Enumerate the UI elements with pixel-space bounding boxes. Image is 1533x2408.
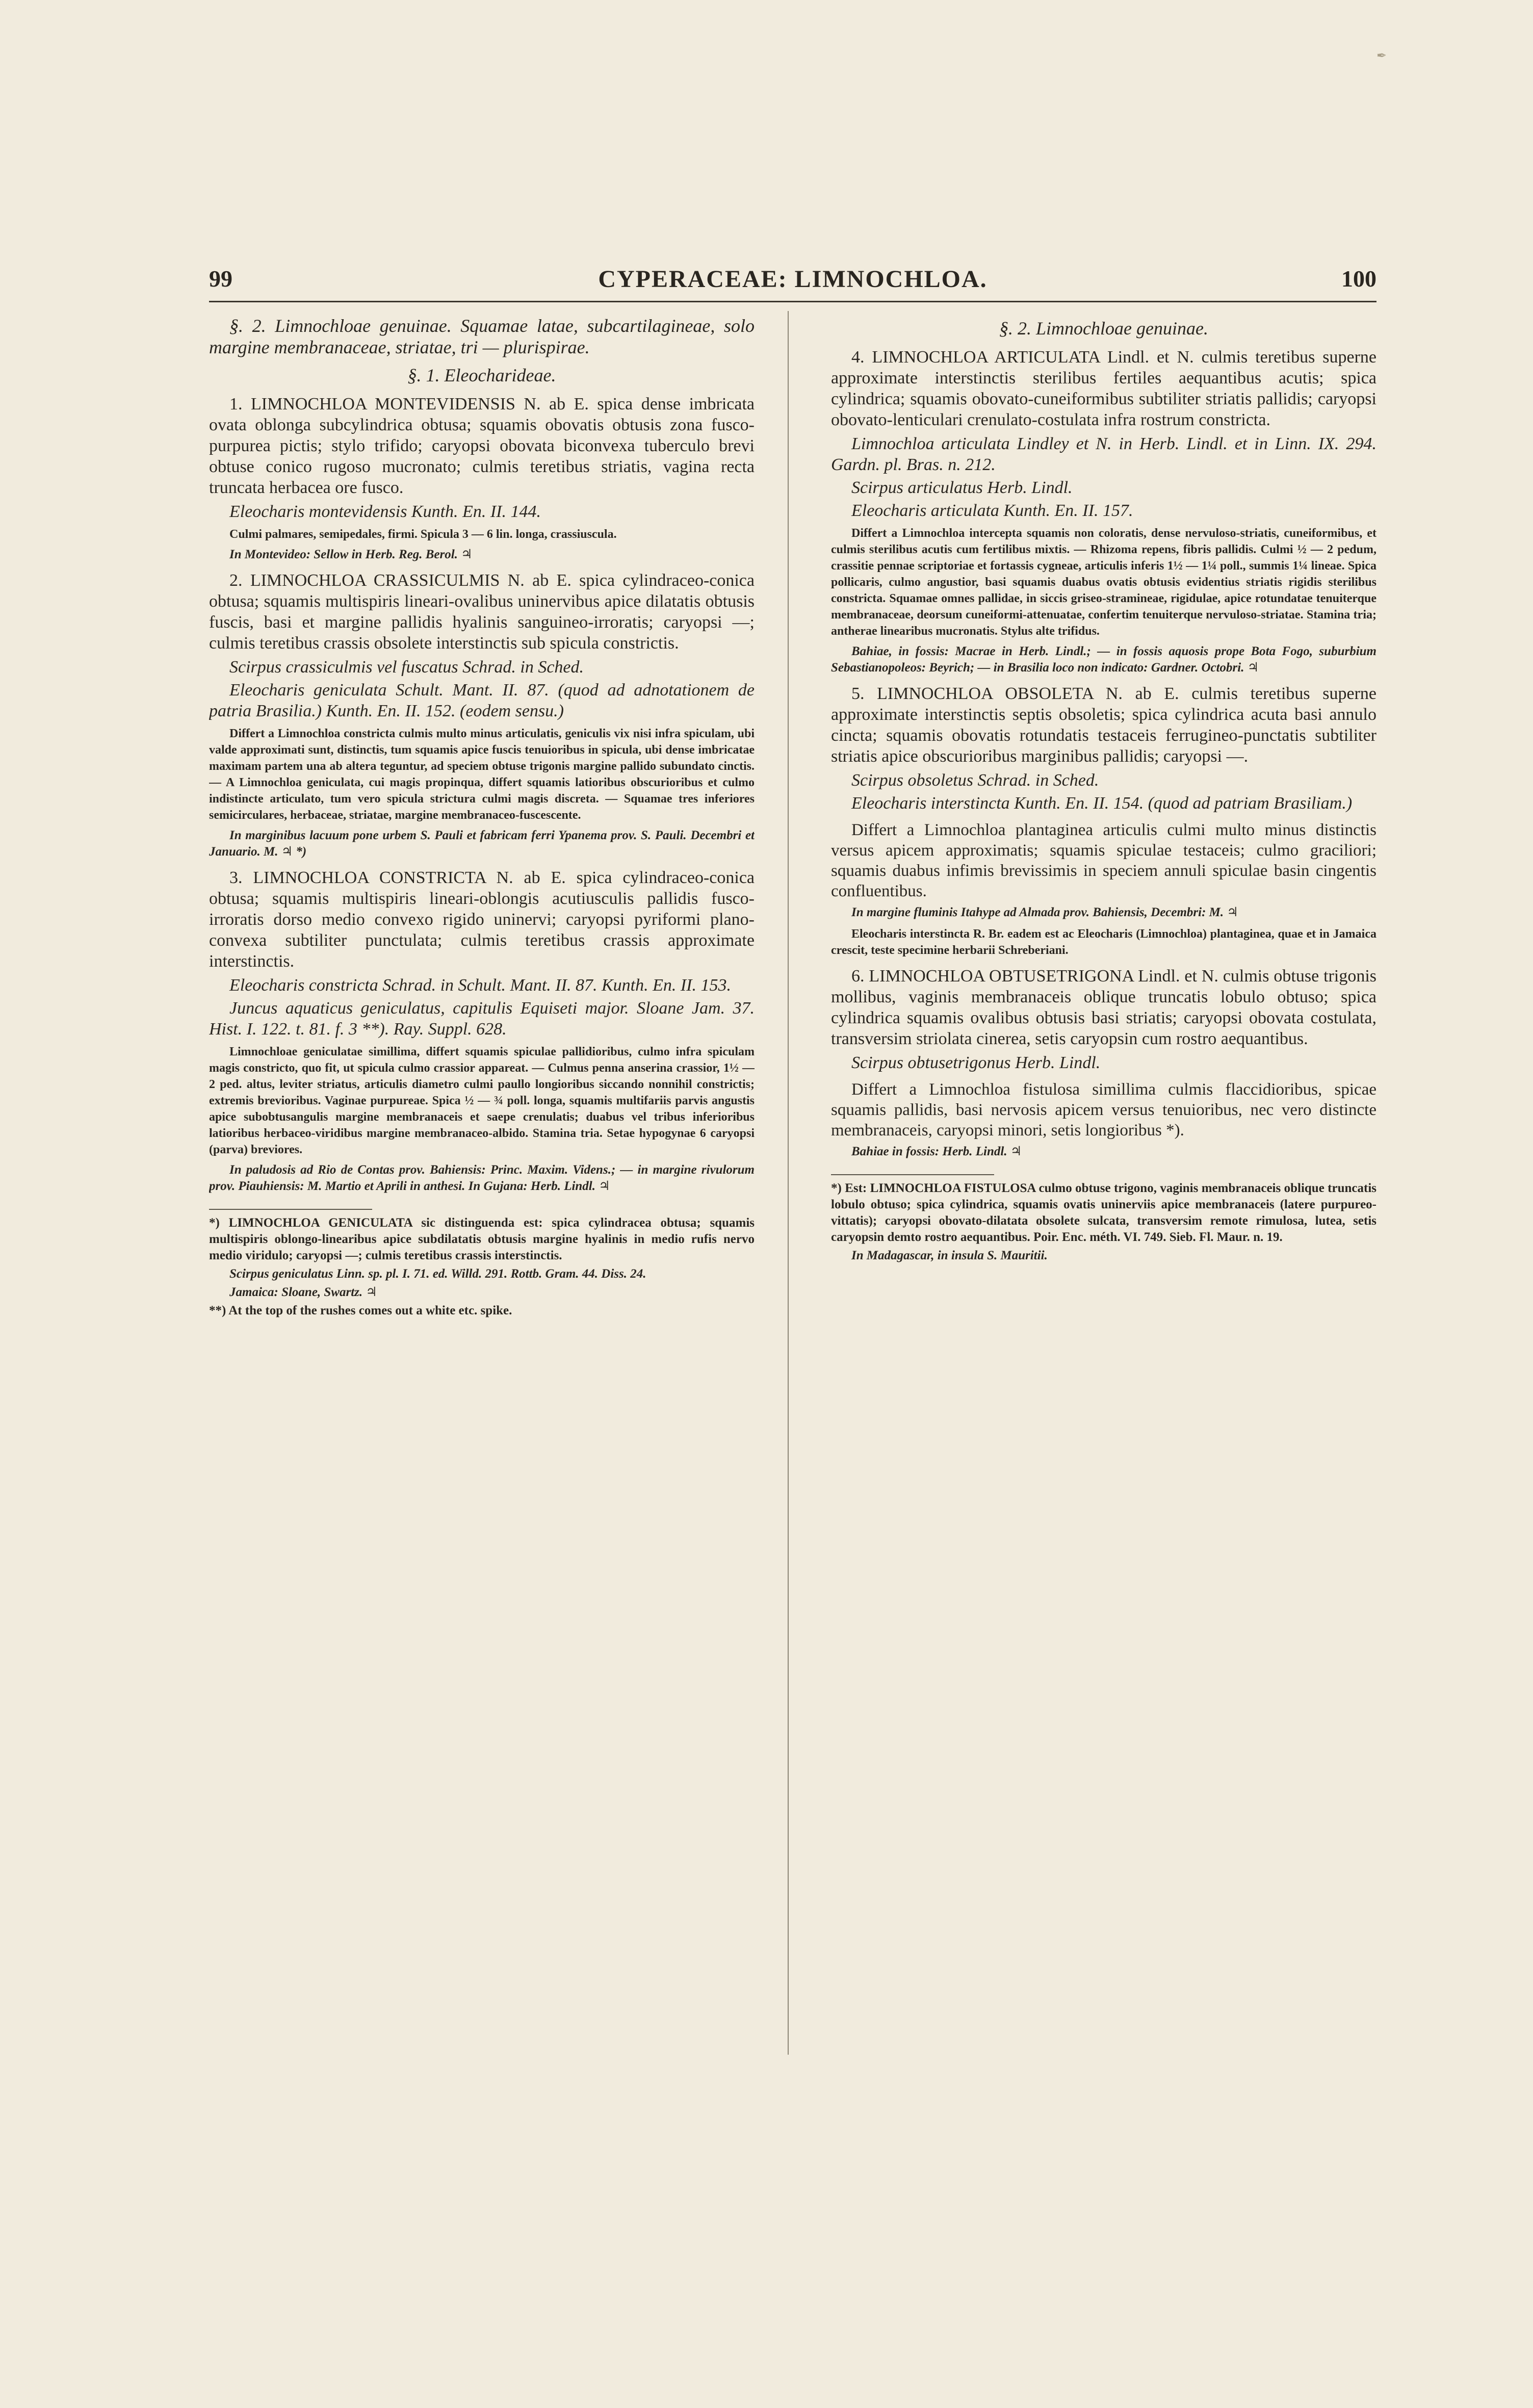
species-2-synonym-1: Scirpus crassiculmis vel fuscatus Schrad. in Sched. — [229, 658, 584, 677]
page-number-right: 100 — [1341, 266, 1376, 292]
footnote-1: *) LIMNOCHLOA GENICULATA sic distinguenda est: spica cylindracea obtusa; squamis multispiris oblongo-linearibus apice subdilatatis obtusis margine hyalinis in medio rufis nervo medio viridulo; caryopsi —; culmis teretibus crassis interstinctis. — [209, 1216, 755, 1262]
species-4-synonym-1: Limnochloa articulata Lindley et N. in Herb. Lindl. et in Linn. IX. 294. Gardn. pl. Bras. n. 212. — [831, 434, 1376, 474]
species-2-synonym-2: Eleocharis geniculata Schult. Mant. II. 87. (quod ad adnotationem de patria Brasilia.) Kunth. En. II. 152. (eodem sensu.) — [209, 681, 755, 720]
species-5-note: Eleocharis interstincta R. Br. eadem est ac Eleocharis (Limnochloa) plantaginea, quae et in Jamaica crescit, teste specimine herbarii Schreberiani. — [831, 927, 1376, 957]
species-2: 2. LIMNOCHLOA CRASSICULMIS N. ab E. spica cylindraceo-conica obtusa; squamis multispiris lineari-ovalibus uninervibus apice dilatatis obtusis fuscis, basi et margine pallidis hyalinis sanguineo-irroratis; caryopsi —; culmis teretibus crassis obsolete interstinctis sub spicula constrictis. — [209, 571, 755, 653]
species-5: 5. LIMNOCHLOA OBSOLETA N. ab E. culmis teretibus superne approximate interstinctis septis obsoletis; spica cylindrica acuta basi annulo cincta; squamis obovatis rotundatis testaceis ferrugineo-punctatis subtiliter striatis apice obscurioribus marginibus pallidis; caryopsi —. — [831, 684, 1376, 766]
section-heading: §. 2. Limnochloae genuinae. Squamae latae, subcartilagineae, solo margine membranaceae, striatae, tri — plurispirae. — [209, 316, 755, 357]
species-6-synonym: Scirpus obtusetrigonus Herb. Lindl. — [851, 1053, 1101, 1072]
species-6: 6. LIMNOCHLOA OBTUSETRIGONA Lindl. et N. culmis obtuse trigonis mollibus, vaginis membranaceis oblique truncatis lobulo obtuso; spica cylindrica squamis ovalibus obtusis basi striatis; caryopsi obovata costulata, transversim striolata cinerea, setis caryopsin cum rostro aequantibus. — [831, 967, 1376, 1048]
species-3-synonym-2: Juncus aquaticus geniculatus, capitulis Equiseti major. Sloane Jam. 37. Hist. I. 122. t. 81. f. 3 **). Ray. Suppl. 628. — [209, 999, 755, 1039]
species-4-locality: Bahiae, in fossis: Macrae in Herb. Lindl.; — in fossis aquosis prope Bota Fogo, suburbium Sebastianopoleos: Beyrich; — in Brasilia loco non indicato: Gardner. Octobri. ♃ — [831, 644, 1376, 675]
species-6-locality: Bahiae in fossis: Herb. Lindl. ♃ — [851, 1145, 1022, 1158]
subsection-heading: §. 1. Eleocharideae. — [407, 365, 556, 385]
footnote-2: **) At the top of the rushes comes out a white etc. spike. — [209, 1304, 512, 1317]
species-5-locality: In margine fluminis Itahype ad Almada prov. Bahiensis, Decembri: M. ♃ — [851, 905, 1238, 919]
right-column — [831, 311, 1376, 2172]
species-2-locality: In marginibus lacuum pone urbem S. Pauli et fabricam ferri Ypanema prov. S. Pauli. Decembri et Januario. M. ♃ *) — [209, 828, 755, 859]
species-1: 1. LIMNOCHLOA MONTEVIDENSIS N. ab E. spica dense imbricata ovata oblonga subcylindrica obtusa; squamis obovatis obtusis zona fusco-purpurea pictis; stylo trifido; caryopsi obovata biconvexa tuberculo brevi obtuse conico rugoso mucronato; culmis teretibus striatis, vagina recta truncata herbacea ore fusco. — [209, 395, 755, 497]
footnote-1-locality: In Madagascar, in insula S. Mauritii. — [851, 1249, 1048, 1262]
species-1-description: Culmi palmares, semipedales, firmi. Spicula 3 — 6 lin. longa, crassiuscula. — [229, 528, 617, 541]
species-3-synonym-1: Eleocharis constricta Schrad. in Schult. Mant. II. 87. Kunth. En. II. 153. — [229, 976, 731, 995]
species-3: 3. LIMNOCHLOA CONSTRICTA N. ab E. spica cylindraceo-conica obtusa; squamis multispiris lineari-oblongis acutiusculis pallidis fusco-irroratis dorso medio convexo rigido uninervi; caryopsi pyriformi plano-convexa subtiliter punctulata; culmis teretibus crassis approximate interstinctis. — [209, 868, 755, 971]
footnote-rule — [209, 1209, 372, 1210]
page-number-left: 99 — [209, 266, 232, 292]
species-3-locality: In paludosis ad Rio de Contas prov. Bahiensis: Princ. Maxim. Videns.; — in margine rivulorum prov. Piauhiensis: M. Martio et Aprili in anthesi. In Gujana: Herb. Lindl. ♃ — [209, 1163, 755, 1193]
footnote-1-synonym: Scirpus geniculatus Linn. sp. pl. I. 71. ed. Willd. 291. Rottb. Gram. 44. Diss. 24. — [229, 1267, 646, 1281]
species-3-description: Limnochloae geniculatae simillima, differt squamis spiculae pallidioribus, culmo infra spiculam magis constricto, quo fit, ut spicula culmo crassior appareat. — Culmus penna anserina crassior, 1½ — 2 ped. altus, leviter striatus, articulis diametro culmi paullo longioribus siccando nonnihil constrictis; extremis brevioribus. Vaginae purpureae. Spica ½ — ¾ poll. longa, squamis multifariis parvis angustis apice subobtusangulis margine membranaceis et saepe crenulatis; duabus vel tribus inferioribus latioribus herbaceo-viridibus margine membranaceo-albido. Stamina tria. Setae hypogynae 6 caryopsi (parva) breviores. — [209, 1045, 755, 1156]
running-header — [209, 265, 1376, 302]
footnote-rule — [831, 1174, 994, 1175]
species-2-description: Differt a Limnochloa constricta culmis multo minus articulatis, geniculis vix nisi infra spiculam, ubi valde approximati sunt, distinctis, tum squamis apice fuscis tenuioribus in spicula, ubi dense imbricatae maximam partem una ab altera teguntur, ad speciem obtuse trigonis margine pallido subundato cinctis. — A Limnochloa geniculata, cui magis propinqua, differt squamis latioribus obscurioribus et culmo indistincte articulato, tum vero spicula strictura culmi magis discreta. — Squamae tres inferiores semicirculares, herbaceae, striatae, margine membranaceo-fuscescente. — [209, 727, 755, 822]
page-mark: ✒ — [1376, 49, 1387, 63]
species-4-synonym-2: Scirpus articulatus Herb. Lindl. — [851, 478, 1073, 497]
species-6-description: Differt a Limnochloa fistulosa simillima culmis flaccidioribus, spicae squamis pallidis, basi nervosis apicem versus tenuioribus, nec vero distincte membranaceis, caryopsi minori, setis longioribus *). — [831, 1080, 1376, 1140]
species-1-locality: In Montevideo: Sellow in Herb. Reg. Berol. ♃ — [229, 548, 473, 561]
species-5-synonym-2: Eleocharis interstincta Kunth. En. II. 154. (quod ad patriam Brasiliam.) — [851, 794, 1353, 813]
running-title: CYPERACEAE: LIMNOCHLOA. — [598, 266, 988, 293]
column-divider — [788, 311, 789, 2055]
species-5-description: Differt a Limnochloa plantaginea articulis culmi multo minus distinctis versus apicem approximatis; squamis spiculae testaceis; culmo graciliori; squamis duabus infimis brevissimis in speciem annuli spiculae basin cingentis confluentibus. — [831, 821, 1376, 900]
left-column — [209, 311, 755, 2172]
section-heading: §. 2. Limnochloae genuinae. — [999, 318, 1208, 339]
species-1-synonym: Eleocharis montevidensis Kunth. En. II. 144. — [229, 502, 541, 521]
species-4-description: Differt a Limnochloa intercepta squamis non coloratis, dense nervuloso-striatis, cuneiformibus, et culmis sterilibus acutis cum fertilibus mixtis. — Rhizoma repens, fibris pallidis. Culmi ½ — 2 pedum, crassitie pennae scriptoriae et fortassis cygneae, articulis inferis 1½ — 1¼ poll., summis 1¼ lineae. Spica pollicaris, culmo angustior, basi squamis duabus ovatis obtusis evidentius striatis rigidis sterilibus constricta. Squamae omnes pallidae, in siccis griseo-stramineae, rigidulae, apice rotundatae tenuiterque membranaceae, deorsum cuneiformi-attenuatae, confertim tenuiterque nervuloso-striatae. Stamina tria; antherae linearibus mucronatis. Stylus alte trifidus. — [831, 527, 1376, 638]
species-4: 4. LIMNOCHLOA ARTICULATA Lindl. et N. culmis teretibus superne approximate interstinctis sterilibus fertiles aequantibus acutis; spica cylindrica; squamis obovato-cuneiformibus subtiliter striatis pallidis; caryopsi obovato-lenticulari crenulato-costulata infra rostrum constricta. — [831, 348, 1376, 429]
species-5-synonym-1: Scirpus obsoletus Schrad. in Sched. — [851, 771, 1099, 790]
footnote-1-locality: Jamaica: Sloane, Swartz. ♃ — [229, 1285, 377, 1299]
footnote-1: *) Est: LIMNOCHLOA FISTULOSA culmo obtuse trigono, vaginis membranaceis oblique truncatis lobulo obtuso; spica cylindrica, squamis ovatis uninerviis apice membranaceis (latere purpureo-vittatis); caryopsi obovato-dilatata obsolete sulcata, transversim remote rimulosa, lutea, setis caryopsin demto rostro aequantibus. Poir. Enc. méth. VI. 749. Sieb. Fl. Maur. n. 19. — [831, 1181, 1376, 1244]
species-4-synonym-3: Eleocharis articulata Kunth. En. II. 157. — [851, 501, 1133, 520]
